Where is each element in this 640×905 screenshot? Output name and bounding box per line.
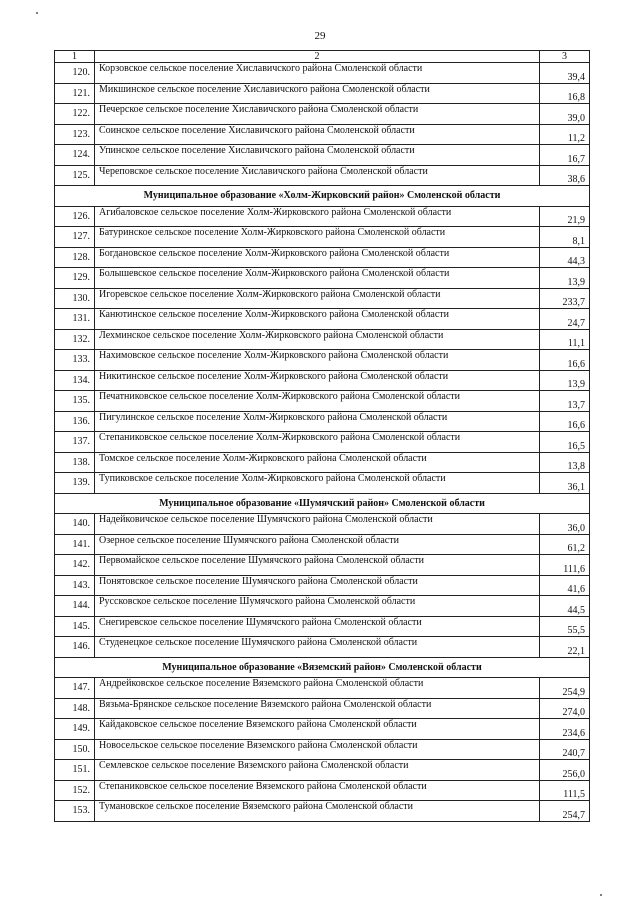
table-row [55,473,590,494]
section-header-row [55,186,590,207]
table-row [55,760,590,781]
value-cell: 61,2 [540,534,590,555]
settlement-name: Степаниковское сельское поселение Холм-Жирковского района Смоленской области [95,432,540,453]
table-row [55,555,590,576]
table-row [55,124,590,145]
value-cell: 36,0 [540,514,590,535]
table-row [55,165,590,186]
section-title: Муниципальное образование «Холм-Жирковский район» Смоленской области [55,186,590,207]
settlement-name: Тупиковское сельское поселение Холм-Жирковского района Смоленской области [95,473,540,494]
value-cell: 111,5 [540,780,590,801]
row-number: 126. [55,206,95,227]
table-row [55,309,590,330]
row-number: 125. [55,165,95,186]
value-cell: 55,5 [540,616,590,637]
table-row [55,288,590,309]
row-number: 134. [55,370,95,391]
table-row [55,370,590,391]
value-cell: 11,2 [540,124,590,145]
value-cell: 274,0 [540,698,590,719]
value-cell: 111,6 [540,555,590,576]
value-cell: 36,1 [540,473,590,494]
table-row [55,452,590,473]
table-row [55,145,590,166]
settlement-name: Канютинское сельское поселение Холм-Жирковского района Смоленской области [95,309,540,330]
row-number: 153. [55,801,95,822]
row-number: 150. [55,739,95,760]
row-number: 151. [55,760,95,781]
table-row [55,391,590,412]
settlement-name: Надейковичское сельское поселение Шумячского района Смоленской области [95,514,540,535]
row-number: 147. [55,678,95,699]
table-row [55,534,590,555]
column-header-value: 3 [540,51,590,63]
row-number: 121. [55,83,95,104]
settlement-name: Агибаловское сельское поселение Холм-Жирковского района Смоленской области [95,206,540,227]
column-header-name: 2 [95,51,540,63]
value-cell: 16,6 [540,350,590,371]
value-cell: 11,1 [540,329,590,350]
table-row [55,432,590,453]
table-header-row [55,51,590,63]
settlement-name: Томское сельское поселение Холм-Жирковского района Смоленской области [95,452,540,473]
table-row [55,616,590,637]
settlement-name: Первомайское сельское поселение Шумячского района Смоленской области [95,555,540,576]
settlement-name: Понятовское сельское поселение Шумячского района Смоленской области [95,575,540,596]
section-title: Муниципальное образование «Шумячский район» Смоленской области [55,493,590,514]
row-number: 129. [55,268,95,289]
page-number: 29 [314,30,326,42]
value-cell: 8,1 [540,227,590,248]
settlement-name: Соинское сельское поселение Хиславичского района Смоленской области [95,124,540,145]
row-number: 141. [55,534,95,555]
row-number: 143. [55,575,95,596]
row-number: 138. [55,452,95,473]
table-row [55,698,590,719]
value-cell: 41,6 [540,575,590,596]
value-cell: 44,5 [540,596,590,617]
row-number: 145. [55,616,95,637]
row-number: 148. [55,698,95,719]
row-number: 127. [55,227,95,248]
table-row [55,268,590,289]
table-row [55,206,590,227]
table-row [55,575,590,596]
value-cell: 13,7 [540,391,590,412]
value-cell: 13,9 [540,370,590,391]
table-row [55,227,590,248]
row-number: 123. [55,124,95,145]
row-number: 124. [55,145,95,166]
settlement-name: Богдановское сельское поселение Холм-Жирковского района Смоленской области [95,247,540,268]
section-header-row [55,657,590,678]
section-title: Муниципальное образование «Вяземский район» Смоленской области [55,657,590,678]
row-number: 142. [55,555,95,576]
row-number: 144. [55,596,95,617]
value-cell: 38,6 [540,165,590,186]
settlement-name: Печатниковское сельское поселение Холм-Жирковского района Смоленской области [95,391,540,412]
row-number: 133. [55,350,95,371]
value-cell: 16,7 [540,145,590,166]
row-number: 130. [55,288,95,309]
scan-speck [600,894,602,896]
row-number: 146. [55,637,95,658]
settlement-name: Болышевское сельское поселение Холм-Жирковского района Смоленской области [95,268,540,289]
settlement-name: Микшинское сельское поселение Хиславичского района Смоленской области [95,83,540,104]
settlement-name: Снегиревское сельское поселение Шумячского района Смоленской области [95,616,540,637]
table-row [55,739,590,760]
settlement-name: Корзовское сельское поселение Хиславичского района Смоленской области [95,63,540,84]
value-cell: 16,8 [540,83,590,104]
row-number: 136. [55,411,95,432]
settlement-name: Студенецкое сельское поселение Шумячского района Смоленской области [95,637,540,658]
row-number: 140. [55,514,95,535]
settlement-name: Андрейковское сельское поселение Вяземского района Смоленской области [95,678,540,699]
settlement-name: Никитинское сельское поселение Холм-Жирковского района Смоленской области [95,370,540,391]
value-cell: 240,7 [540,739,590,760]
settlement-name: Степаниковское сельское поселение Вяземского района Смоленской области [95,780,540,801]
value-cell: 21,9 [540,206,590,227]
row-number: 137. [55,432,95,453]
section-header-row [55,493,590,514]
value-cell: 16,5 [540,432,590,453]
settlement-name: Упинское сельское поселение Хиславичского района Смоленской области [95,145,540,166]
table-row [55,83,590,104]
table-row [55,350,590,371]
settlement-name: Пигулинское сельское поселение Холм-Жирковского района Смоленской области [95,411,540,432]
row-number: 132. [55,329,95,350]
settlement-name: Тумановское сельское поселение Вяземского района Смоленской области [95,801,540,822]
column-header-number: 1 [55,51,95,63]
value-cell: 44,3 [540,247,590,268]
table-row [55,596,590,617]
row-number: 135. [55,391,95,412]
table-row [55,411,590,432]
value-cell: 13,8 [540,452,590,473]
table-row [55,637,590,658]
value-cell: 234,6 [540,719,590,740]
settlement-name: Руссковское сельское поселение Шумячского района Смоленской области [95,596,540,617]
settlement-name: Игоревское сельское поселение Холм-Жирковского района Смоленской области [95,288,540,309]
settlement-name: Череповское сельское поселение Хиславичского района Смоленской области [95,165,540,186]
value-cell: 13,9 [540,268,590,289]
table-row [55,329,590,350]
row-number: 120. [55,63,95,84]
settlement-name: Семлевское сельское поселение Вяземского района Смоленской области [95,760,540,781]
row-number: 128. [55,247,95,268]
settlement-name: Вязьма-Брянское сельское поселение Вяземского района Смоленской области [95,698,540,719]
scan-speck [36,12,38,14]
table-row [55,63,590,84]
table-row [55,801,590,822]
settlement-name: Батуринское сельское поселение Холм-Жирковского района Смоленской области [95,227,540,248]
settlement-name: Кайдаковское сельское поселение Вяземского района Смоленской области [95,719,540,740]
value-cell: 16,6 [540,411,590,432]
table-row [55,104,590,125]
row-number: 152. [55,780,95,801]
row-number: 131. [55,309,95,330]
settlement-name: Озерное сельское поселение Шумячского района Смоленской области [95,534,540,555]
value-cell: 39,4 [540,63,590,84]
value-cell: 256,0 [540,760,590,781]
table-row [55,780,590,801]
value-cell: 24,7 [540,309,590,330]
table-row [55,719,590,740]
settlement-name: Нахимовское сельское поселение Холм-Жирковского района Смоленской области [95,350,540,371]
row-number: 149. [55,719,95,740]
row-number: 139. [55,473,95,494]
table-row [55,247,590,268]
table-row [55,514,590,535]
settlement-name: Лехминское сельское поселение Холм-Жирковского района Смоленской области [95,329,540,350]
settlement-name: Печерское сельское поселение Хиславичского района Смоленской области [95,104,540,125]
table-row [55,678,590,699]
settlements-table [54,50,590,822]
value-cell: 22,1 [540,637,590,658]
value-cell: 254,7 [540,801,590,822]
settlement-name: Новосельское сельское поселение Вяземского района Смоленской области [95,739,540,760]
value-cell: 254,9 [540,678,590,699]
value-cell: 233,7 [540,288,590,309]
value-cell: 39,0 [540,104,590,125]
row-number: 122. [55,104,95,125]
